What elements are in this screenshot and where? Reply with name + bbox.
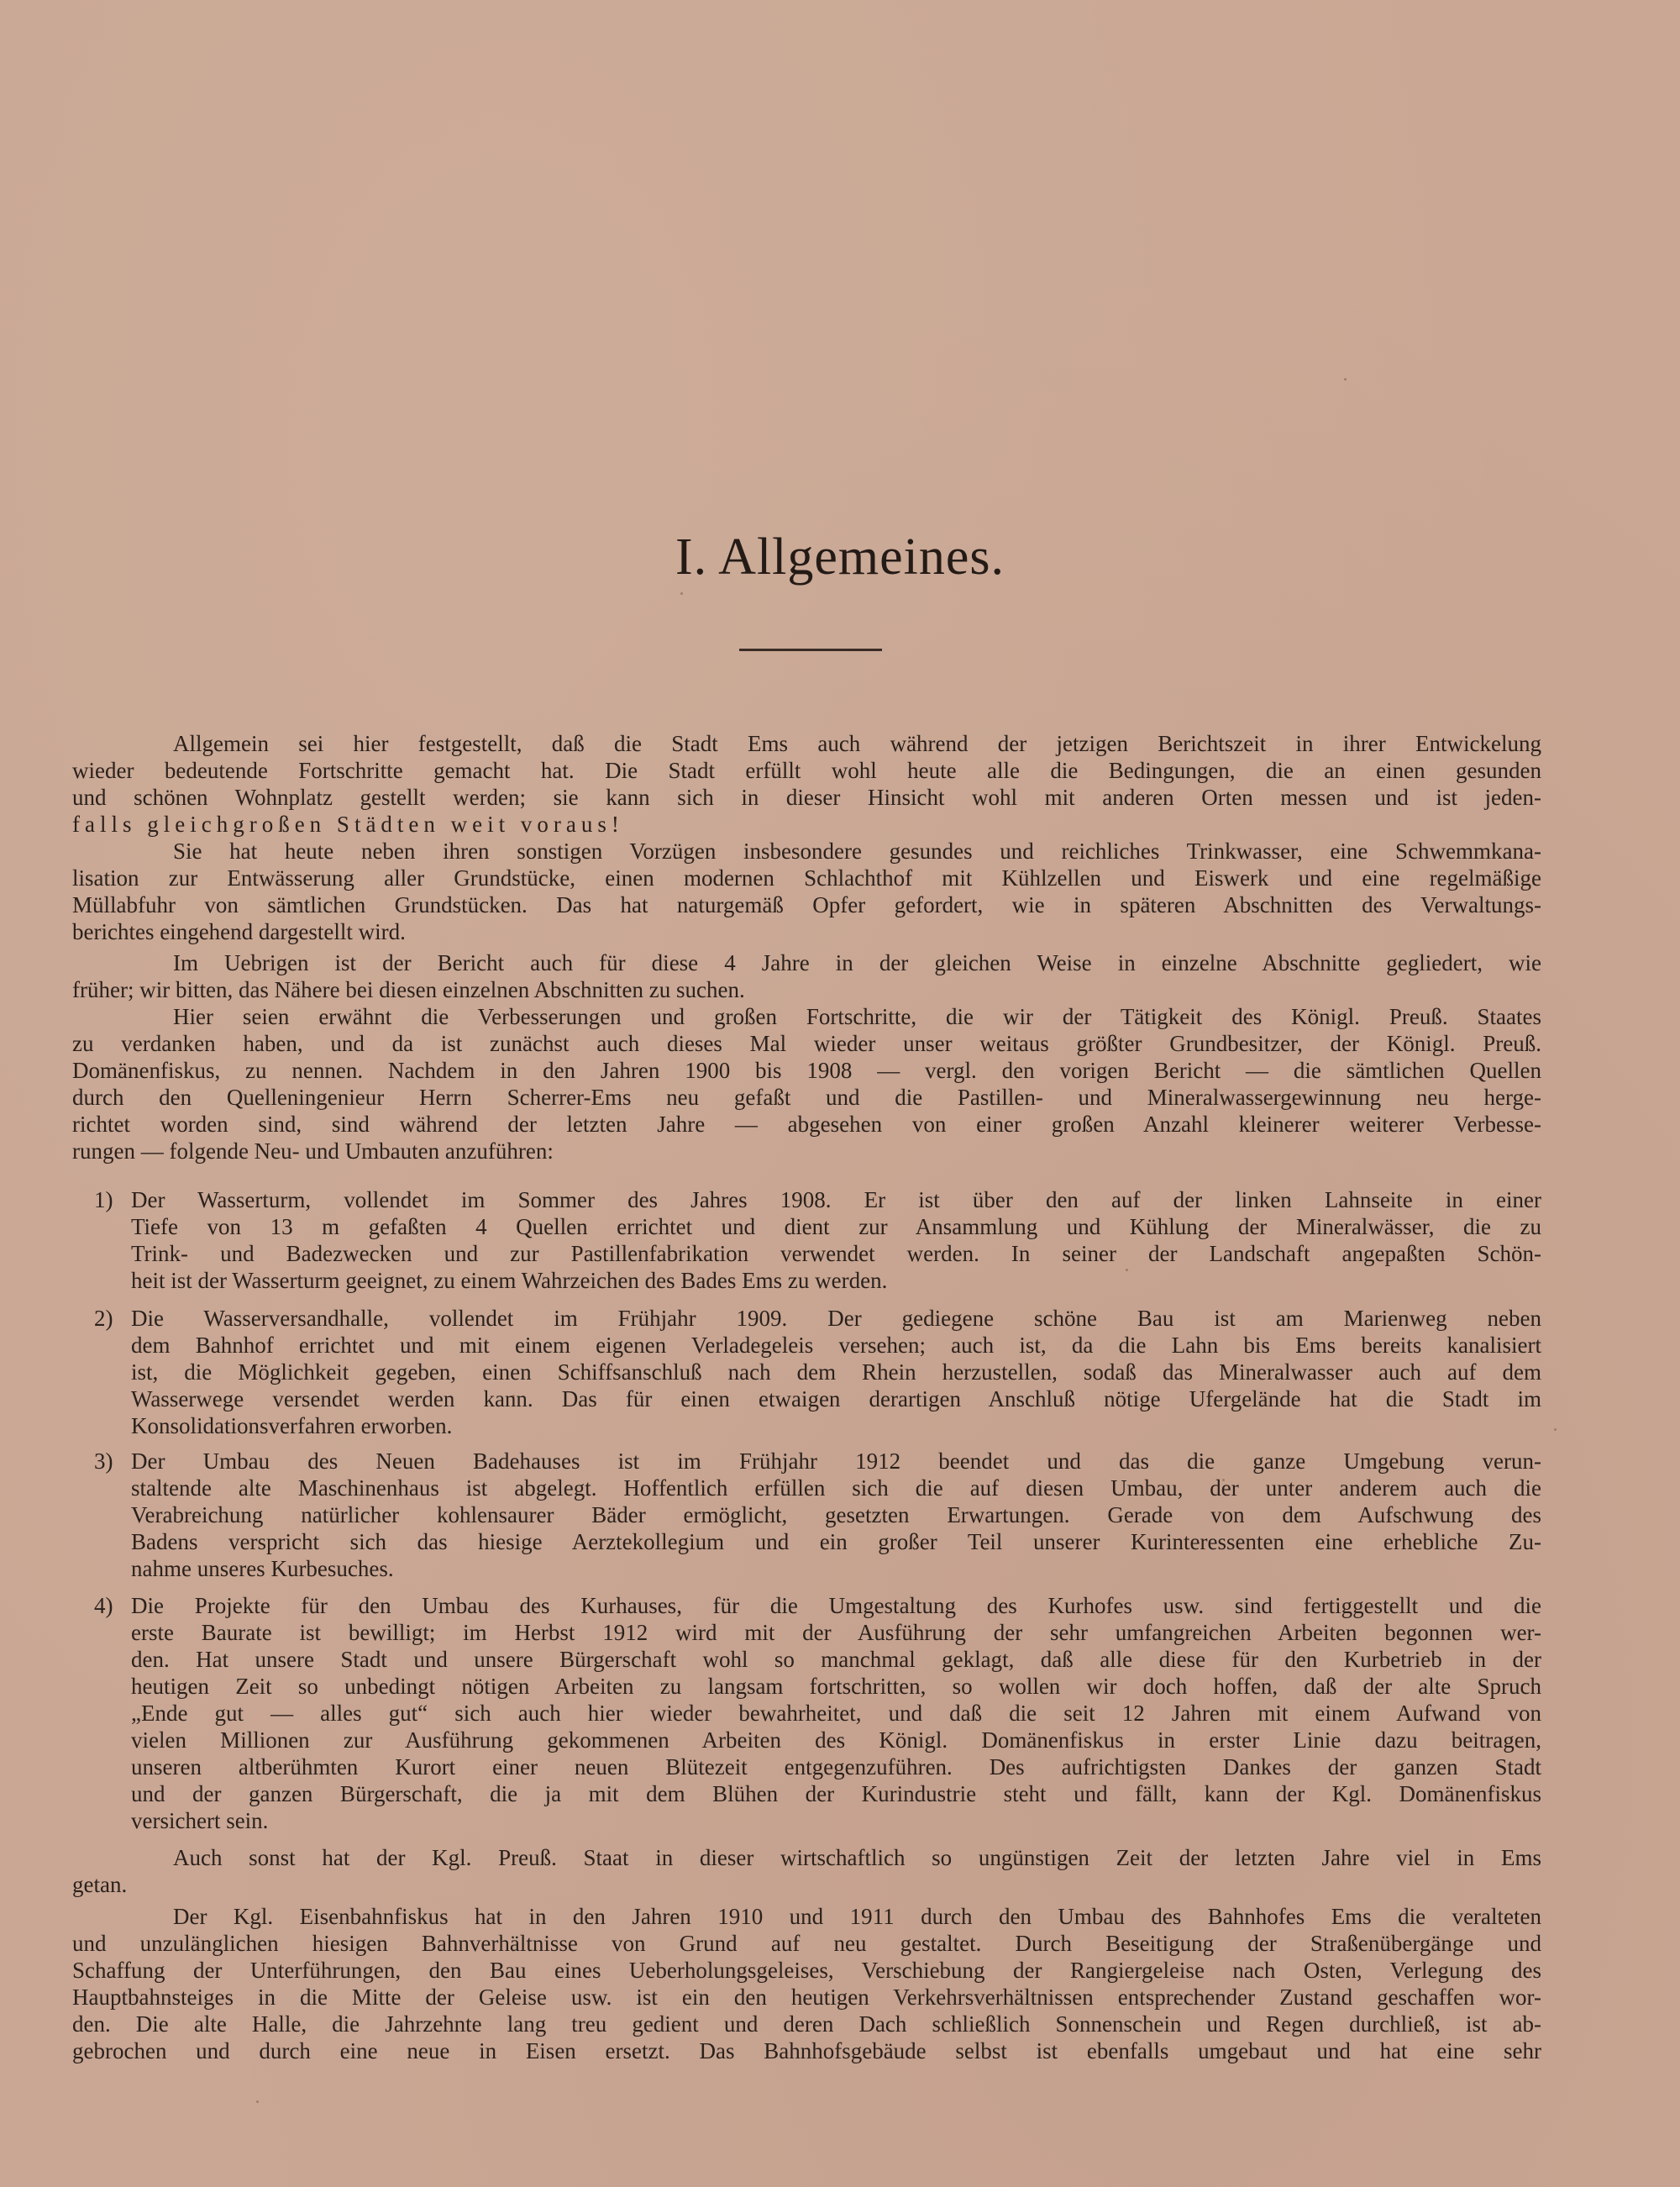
- list-item-line: Die Projekte für den Umbau des Kurhauses, für die Umgestaltung des Kurhofes usw. sind fertiggestellt und die: [131, 1593, 1541, 1618]
- title-divider: [739, 649, 882, 651]
- list-item-line: nahme unseres Kurbesuches.: [131, 1556, 394, 1581]
- list-item-number: 1): [94, 1187, 113, 1212]
- text-line: wieder bedeutende Fortschritte gemacht hat. Die Stadt erfüllt wohl heute alle die Bedingungen, die an einen gesunden: [72, 758, 1541, 783]
- list-item-number: 4): [94, 1593, 113, 1618]
- text-line: gebrochen und durch eine neue in Eisen ersetzt. Das Bahnhofsgebäude selbst ist ebenfalls umgebaut und hat eine sehr: [72, 2038, 1541, 2063]
- text-line: Müllabfuhr von sämtlichen Grundstücken. Das hat naturgemäß Opfer gefordert, wie in späteren Abschnitten des Verwaltungs-: [72, 892, 1541, 917]
- text-line: durch den Quelleningenieur Herrn Scherrer-Ems neu gefaßt und die Pastillen- und Mineralwassergewinnung neu herge-: [72, 1085, 1541, 1110]
- paper-speck: [512, 1395, 515, 1397]
- text-line: Allgemein sei hier festgestellt, daß die Stadt Ems auch während der jetzigen Berichtszeit in ihrer Entwickelung: [173, 731, 1541, 756]
- text-line: rungen — folgende Neu- und Umbauten anzuführen:: [72, 1138, 554, 1164]
- list-item-line: Wasserwege versendet werden kann. Das für einen etwaigen derartigen Anschluß nötige Ufergelände hat die Stadt im: [131, 1386, 1541, 1412]
- text-line: falls gleichgroßen Städten weit voraus!: [72, 812, 624, 837]
- paper-speck: [680, 592, 683, 595]
- paper-speck: [1554, 1428, 1557, 1431]
- list-item-line: dem Bahnhof errichtet und mit einem eigenen Verladegeleis versehen; auch ist, da die Lahn bis Ems bereits kanalisiert: [131, 1333, 1541, 1358]
- list-item-line: vielen Millionen zur Ausführung gekommenen Arbeiten des Königl. Domänenfiskus in erster Linie dazu beitragen,: [131, 1727, 1541, 1753]
- text-line: richtet worden sind, sind während der letzten Jahre — abgesehen von einer großen Anzahl kleinerer weiterer Verbesse-: [72, 1112, 1541, 1137]
- list-item-line: Der Umbau des Neuen Badehauses ist im Frühjahr 1912 beendet und das die ganze Umgebung verun-: [131, 1448, 1541, 1474]
- list-item-line: Verabreichung natürlicher kohlensaurer Bäder ermöglicht, gesetzten Erwartungen. Gerade von dem Aufschwung des: [131, 1502, 1541, 1527]
- list-item-line: versichert sein.: [131, 1808, 269, 1833]
- list-item-line: heit ist der Wasserturm geeignet, zu einem Wahrzeichen des Bades Ems zu werden.: [131, 1268, 888, 1293]
- list-item-line: Badens verspricht sich das hiesige Aerztekollegium und ein großer Teil unserer Kurinteressenten eine erhebliche Zu-: [131, 1529, 1541, 1554]
- list-item-line: Konsolidationsverfahren erworben.: [131, 1413, 453, 1438]
- list-item-line: „Ende gut — alles gut“ sich auch hier wieder bewahrheitet, und daß die seit 12 Jahren mit einem Aufwand von: [131, 1701, 1541, 1726]
- paper-speck: [1126, 1269, 1128, 1271]
- list-item-number: 2): [94, 1306, 113, 1331]
- text-line: den. Die alte Halle, die Jahrzehnte lang treu gedient und deren Dach schließlich Sonnenschein und Regen durchließ, ist ab-: [72, 2011, 1541, 2037]
- list-item-number: 3): [94, 1448, 113, 1474]
- paper-speck: [256, 2100, 259, 2103]
- text-line: Der Kgl. Eisenbahnfiskus hat in den Jahren 1910 und 1911 durch den Umbau des Bahnhofes Ems die veralteten: [173, 1904, 1541, 1929]
- text-line: Im Uebrigen ist der Bericht auch für diese 4 Jahre in der gleichen Weise in einzelne Abschnitte gegliedert, wie: [173, 950, 1541, 975]
- text-line: berichtes eingehend dargestellt wird.: [72, 919, 406, 944]
- section-title: I. Allgemeines.: [675, 528, 1005, 586]
- paper-speck: [1344, 378, 1347, 381]
- text-line: Hier seien erwähnt die Verbesserungen und großen Fortschritte, die wir der Tätigkeit des Königl. Preuß. Staates: [173, 1004, 1541, 1029]
- text-line: und unzulänglichen hiesigen Bahnverhältnisse von Grund auf neu gestaltet. Durch Beseitigung der Straßenübergänge und: [72, 1931, 1541, 1956]
- list-item-line: Der Wasserturm, vollendet im Sommer des Jahres 1908. Er ist über den auf der linken Lahnseite in einer: [131, 1187, 1541, 1212]
- text-line: zu verdanken haben, und da ist zunächst auch dieses Mal wieder unser weitaus größter Grundbesitzer, der Königl. Preuß.: [72, 1031, 1541, 1056]
- text-line: Domänenfiskus, zu nennen. Nachdem in den Jahren 1900 bis 1908 — vergl. den vorigen Bericht — die sämtlichen Quellen: [72, 1058, 1541, 1083]
- paper-speck: [1222, 1479, 1225, 1481]
- list-item-line: Trink- und Badezwecken und zur Pastillenfabrikation verwendet werden. In seiner der Landschaft angepaßten Schön-: [131, 1241, 1541, 1266]
- text-line: Hauptbahnsteiges in die Mitte der Geleise usw. ist ein den heutigen Verkehrsverhältnissen entsprechender Zustand geschaffen wor-: [72, 1985, 1541, 2010]
- text-line: Sie hat heute neben ihren sonstigen Vorzügen insbesondere gesundes und reichliches Trinkwasser, eine Schwemmkana-: [173, 839, 1541, 864]
- list-item-line: unseren altberühmten Kurort einer neuen Blütezeit entgegenzuführen. Des aufrichtigsten Dankes der ganzen Stadt: [131, 1754, 1541, 1780]
- list-item-line: und der ganzen Bürgerschaft, die ja mit dem Blühen der Kurindustrie steht und fällt, kann der Kgl. Domänenfiskus: [131, 1781, 1541, 1806]
- list-item-line: staltende alte Maschinenhaus ist abgelegt. Hoffentlich erfüllen sich die auf diesen Umbau, der unter anderem auch die: [131, 1475, 1541, 1501]
- text-line: Schaffung der Unterführungen, den Bau eines Ueberholungsgeleises, Verschiebung der Rangiergeleise nach Osten, Verlegung des: [72, 1958, 1541, 1983]
- text-line: getan.: [72, 1872, 128, 1897]
- list-item-line: Die Wasserversandhalle, vollendet im Frühjahr 1909. Der gediegene schöne Bau ist am Marienweg neben: [131, 1306, 1541, 1331]
- list-item-line: den. Hat unsere Stadt und unsere Bürgerschaft wohl so manchmal geklagt, daß alle diese für den Kurbetrieb in der: [131, 1647, 1541, 1672]
- text-line: Auch sonst hat der Kgl. Preuß. Staat in dieser wirtschaftlich so ungünstigen Zeit der letzten Jahre viel in Ems: [173, 1845, 1541, 1870]
- text-line: und schönen Wohnplatz gestellt werden; sie kann sich in dieser Hinsicht wohl mit anderen Orten messen und ist jeden-: [72, 785, 1541, 810]
- text-line: früher; wir bitten, das Nähere bei diesen einzelnen Abschnitten zu suchen.: [72, 977, 745, 1002]
- list-item-line: ist, die Möglichkeit gegeben, einen Schiffsanschluß nach dem Rhein herzustellen, sodaß das Mineralwasser auch auf dem: [131, 1359, 1541, 1385]
- text-line: lisation zur Entwässerung aller Grundstücke, einen modernen Schlachthof mit Kühlzellen und Eiswerk und eine regelmäßige: [72, 865, 1541, 891]
- list-item-line: Tiefe von 13 m gefaßten 4 Quellen errichtet und dient zur Ansammlung und Kühlung der Mineralwässer, die zu: [131, 1214, 1541, 1239]
- list-item-line: heutigen Zeit so unbedingt nötigen Arbeiten zu langsam fortschritten, so wollen wir doch hoffen, daß der alte Spruch: [131, 1674, 1541, 1699]
- list-item-line: erste Baurate ist bewilligt; im Herbst 1912 wird mit der Ausführung der sehr umfangreichen Arbeiten begonnen wer-: [131, 1620, 1541, 1645]
